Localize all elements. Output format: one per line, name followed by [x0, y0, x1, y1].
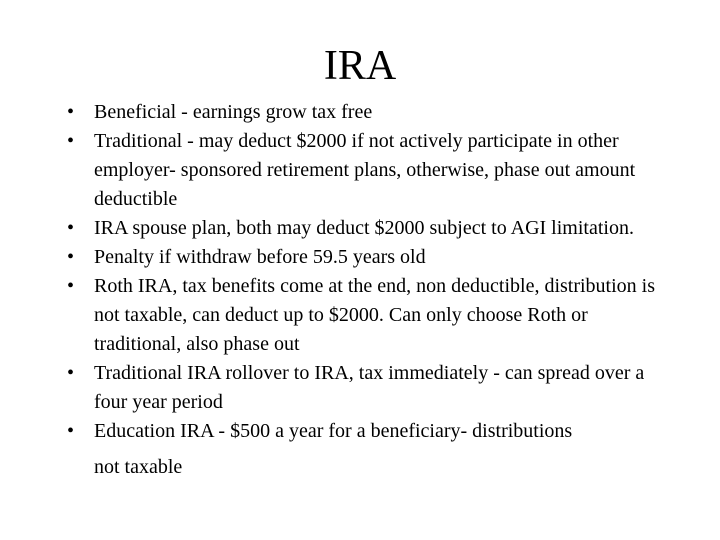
bullet-text-continuation: not taxable — [94, 456, 183, 478]
bullet-text: Roth IRA, tax benefits come at the end, non deductible, distribution is not taxable, can deduct up to $2000. Can only choose Roth or traditional, also phase out — [94, 275, 656, 355]
bullet-item — [67, 98, 667, 127]
bullet-icon: • — [67, 101, 75, 123]
bullet-icon: • — [67, 420, 75, 442]
bullet-text: IRA spouse plan, both may deduct $2000 subject to AGI limitation. — [94, 217, 634, 239]
bullet-text: Beneficial - earnings grow tax free — [94, 101, 373, 123]
bullet-item — [67, 417, 667, 482]
bullet-list — [67, 98, 667, 482]
bullet-text: Penalty if withdraw before 59.5 years old — [94, 246, 426, 268]
slide-title: IRA — [323, 43, 397, 89]
bullet-text: Education IRA - $500 a year for a beneficiary- distributions — [94, 420, 573, 442]
bullet-icon: • — [67, 362, 75, 384]
bullet-item — [67, 272, 667, 359]
bullet-icon: • — [67, 275, 75, 297]
bullet-item — [67, 359, 667, 417]
bullet-text: Traditional IRA rollover to IRA, tax immediately - can spread over a four year period — [94, 362, 645, 413]
bullet-icon: • — [67, 130, 75, 152]
bullet-text: Traditional - may deduct $2000 if not actively participate in other employer- sponsored retirement plans, otherwise, phase out amount deductible — [94, 130, 636, 210]
bullet-icon: • — [67, 217, 75, 239]
bullet-item — [67, 214, 667, 243]
bullet-item — [67, 127, 667, 214]
bullet-icon: • — [67, 246, 75, 268]
bullet-item — [67, 243, 667, 272]
